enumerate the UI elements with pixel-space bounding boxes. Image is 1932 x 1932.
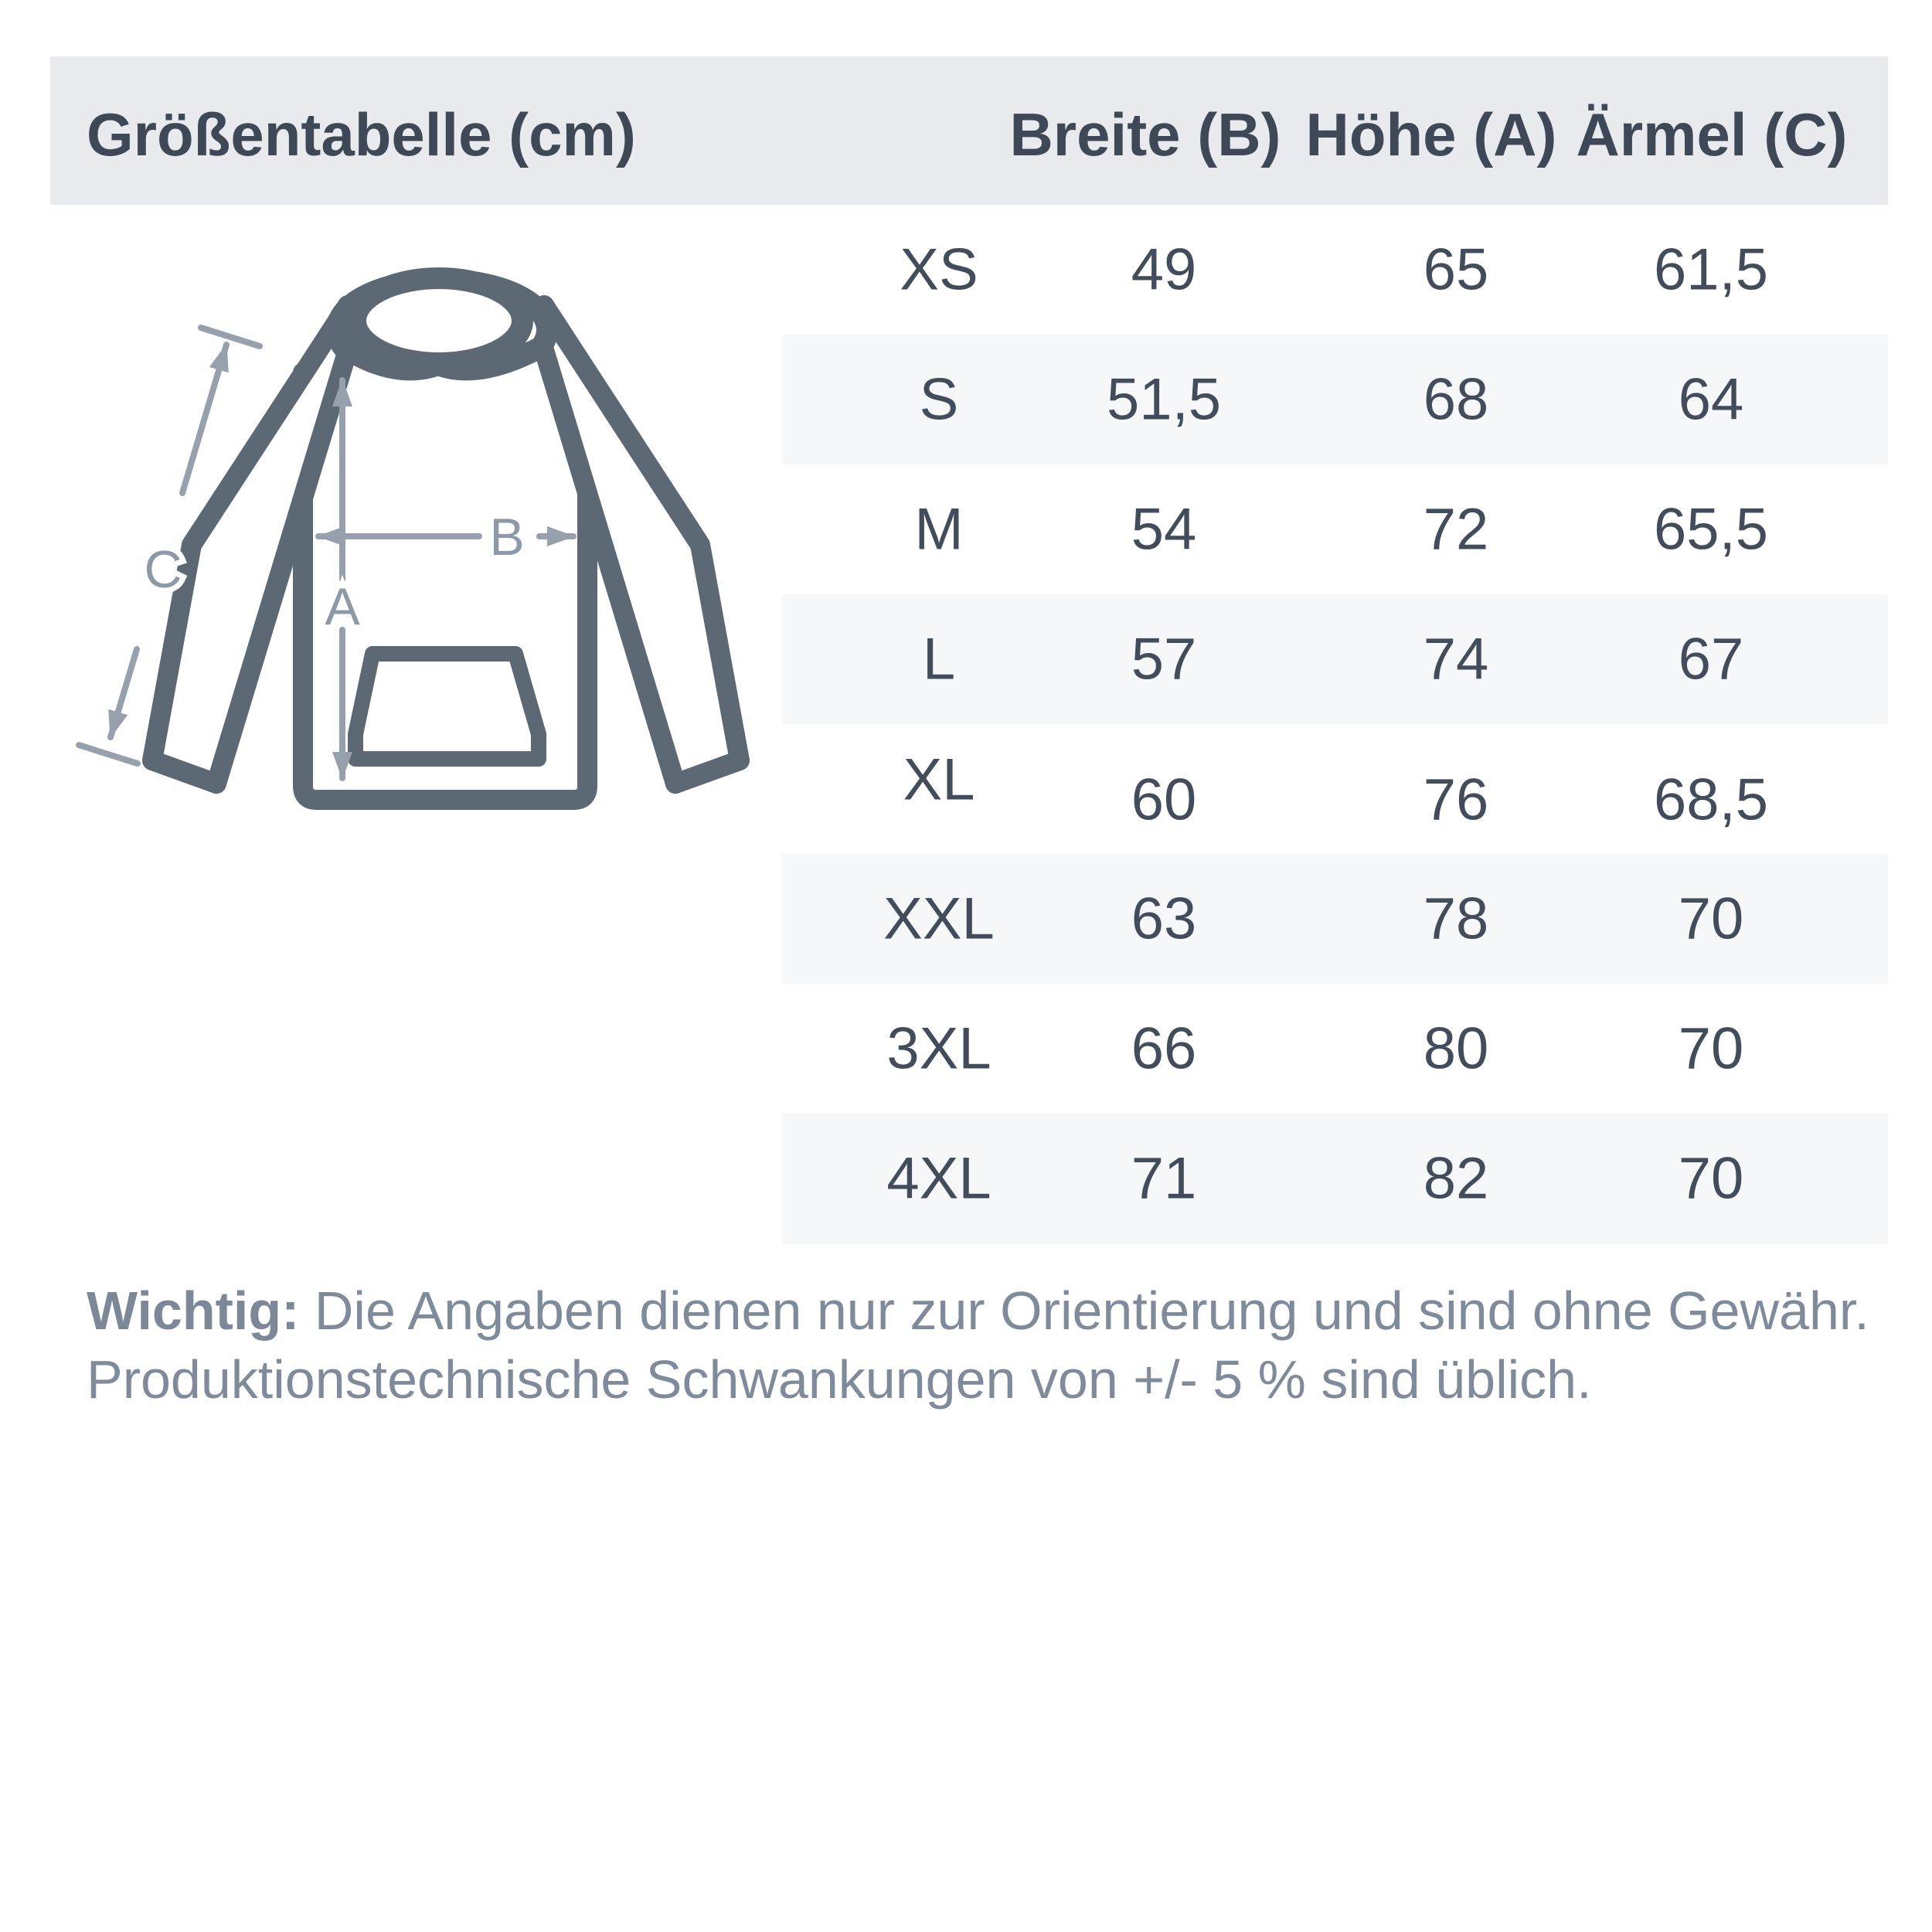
breite-value: 49: [1131, 236, 1197, 303]
disclaimer-line-2: [87, 1345, 1872, 1414]
hoehe-value: 68: [1423, 366, 1489, 433]
size-row-xs: [782, 205, 1888, 335]
breite-value: 71: [1131, 1145, 1197, 1212]
size-row-l: [782, 594, 1888, 724]
disclaimer-text-2: Produktionstechnische Schwankungen von +/- 5 % sind üblich.: [87, 1349, 1592, 1410]
column-header-hoehe: Höhe (A): [1305, 100, 1557, 168]
size-label: M: [914, 496, 964, 563]
sleeve-arrow-lower: [111, 649, 137, 737]
hoehe-value: 74: [1423, 626, 1489, 692]
disclaimer-text-1: Die Angaben dienen nur zur Orientierung und sind ohne Gewähr.: [314, 1281, 1869, 1341]
hoodie-diagram-svg: [62, 232, 796, 866]
aermel-value: 67: [1678, 626, 1744, 692]
size-row-4xl: [782, 1114, 1888, 1243]
aermel-value: 68,5: [1654, 767, 1768, 833]
hoehe-value: 65: [1423, 236, 1489, 303]
size-label: 3XL: [886, 1015, 992, 1082]
disclaimer-line-1: [87, 1277, 1872, 1345]
disclaimer-note: [87, 1277, 1872, 1414]
size-label: L: [922, 626, 956, 692]
sleeve-tick-top: [201, 328, 260, 346]
breite-value: 60: [1131, 767, 1197, 833]
size-row-3xl: [782, 984, 1888, 1114]
size-row-s: [782, 335, 1888, 464]
sleeve-label: C: [144, 540, 182, 599]
hoehe-value: 72: [1423, 496, 1489, 563]
hoehe-value: 80: [1423, 1015, 1489, 1082]
size-chart-table: [782, 205, 1888, 1243]
size-label: XL: [903, 747, 975, 813]
size-label: 4XL: [886, 1145, 992, 1212]
size-label: S: [919, 366, 959, 433]
size-label: XXL: [883, 886, 995, 952]
aermel-value: 64: [1678, 366, 1744, 433]
breite-value: 51,5: [1107, 366, 1221, 433]
disclaimer-emphasis: Wichtig:: [87, 1281, 300, 1341]
page-title: Größentabelle (cm): [87, 100, 636, 168]
width-label: B: [489, 508, 525, 566]
breite-value: 54: [1131, 496, 1197, 563]
hoodie-pocket: [355, 654, 539, 759]
breite-value: 66: [1131, 1015, 1197, 1082]
hoehe-value: 78: [1423, 886, 1489, 952]
breite-value: 63: [1131, 886, 1197, 952]
hood-opening: [355, 278, 522, 363]
size-row-xxl: [782, 854, 1888, 984]
size-row-xl: [782, 724, 1888, 854]
size-label: XS: [900, 236, 978, 303]
hoehe-value: 82: [1423, 1145, 1489, 1212]
aermel-value: 61,5: [1654, 236, 1768, 303]
aermel-value: 70: [1678, 1015, 1744, 1082]
sleeve-tick-bottom: [79, 745, 138, 764]
hoodie-diagram: [62, 232, 796, 866]
aermel-value: 70: [1678, 1145, 1744, 1212]
aermel-value: 65,5: [1654, 496, 1768, 563]
size-row-m: [782, 464, 1888, 594]
breite-value: 57: [1131, 626, 1197, 692]
aermel-value: 70: [1678, 886, 1744, 952]
column-header-aermel: Ärmel (C): [1576, 100, 1848, 168]
sleeve-arrow-upper: [182, 345, 226, 493]
hoehe-value: 76: [1423, 767, 1489, 833]
column-header-breite: Breite (B): [1009, 100, 1281, 168]
height-label: A: [325, 577, 360, 636]
size-chart-header: [50, 56, 1888, 205]
